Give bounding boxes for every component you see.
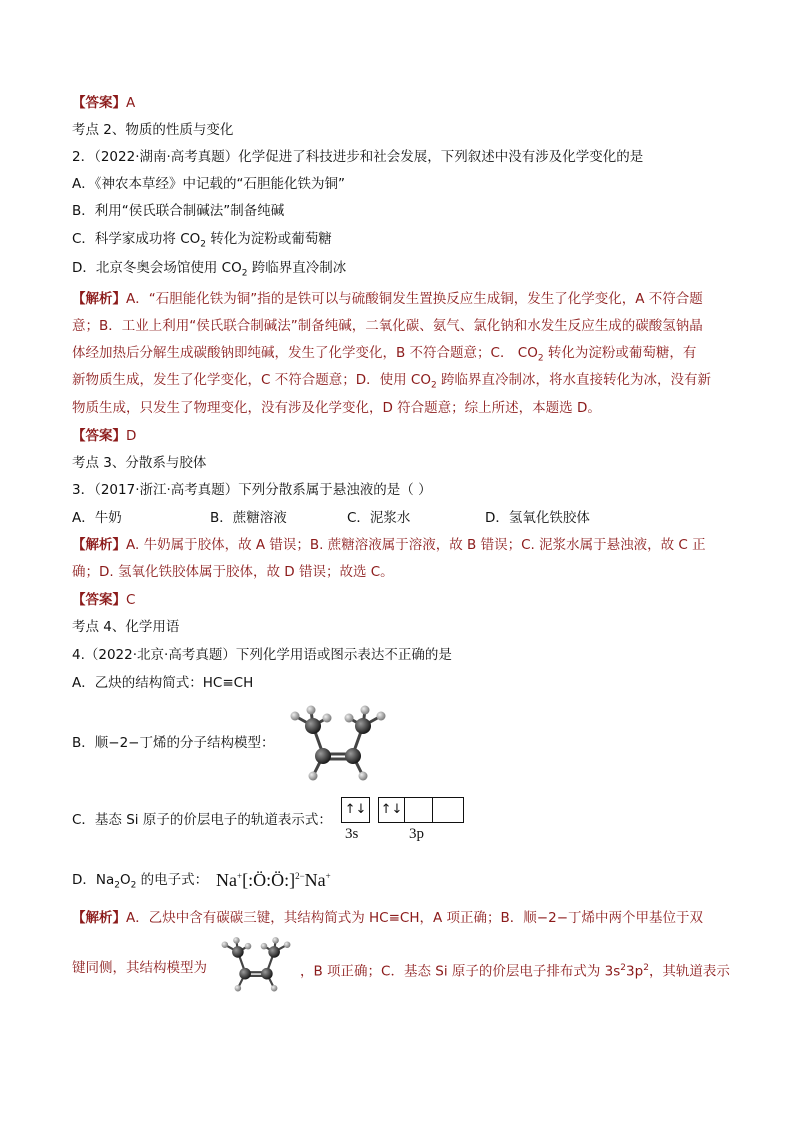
topic-heading-4: 考点 4、化学用语 <box>72 619 180 635</box>
orbital-cell: ↑↓ <box>379 798 405 822</box>
answer-tag: 【答案】 <box>72 428 126 444</box>
option-a-text: A．乙炔的结构简式： <box>72 675 203 691</box>
subscript: 2 <box>200 239 207 250</box>
option-c-text: C．科学家成功将 CO <box>72 231 201 247</box>
question-4-option-b: B．顺−2−丁烯的分子结构模型： <box>72 735 275 751</box>
na-symbol: Na <box>216 870 237 890</box>
peroxide-charge: 2− <box>295 871 305 881</box>
question-2-option-c <box>72 229 332 255</box>
orbital-box-3s <box>341 797 370 823</box>
analysis-tag: 【解析】 <box>72 910 126 926</box>
question-2-option-a: A．《神农本草经》中记载的“石胆能化铁为铜” <box>72 176 345 192</box>
question-4-option-a <box>72 673 253 693</box>
question-2-option-d <box>72 258 346 284</box>
formula-text: Na <box>95 872 115 888</box>
answer-tag: 【答案】 <box>72 592 126 608</box>
question-3-option-a: A．牛奶 <box>72 510 122 526</box>
analysis-text: 新物质生成，发生了化学变化，C 不符合题意；D．使用 CO <box>72 372 431 388</box>
analysis-text: 3p <box>626 963 644 980</box>
option-d-text-rest: 跨临界直冷制冰 <box>247 260 347 276</box>
subscript: 2 <box>130 880 137 891</box>
cis-2-butene-small-model-image <box>216 936 296 994</box>
subscript: 2 <box>537 353 544 364</box>
orbital-box-3p <box>378 797 464 823</box>
analysis-text: ，B 项正确；C．基态 Si 原子的价层电子排布式为 3s <box>300 963 621 980</box>
answer-value: A <box>126 95 136 111</box>
question-4-stem: 4.（2022·北京·高考真题）下列化学用语或图示表达不正确的是 <box>72 647 452 663</box>
na-charge: + <box>325 871 331 881</box>
analysis-text: 转化为淀粉或葡萄糖，有 <box>543 345 697 361</box>
question-2-stem: 2．（2022·湖南·高考真题）化学促进了科技进步和社会发展，下列叙述中没有涉及化学变化的是 <box>72 149 644 165</box>
topic-heading-2: 考点 2、物质的性质与变化 <box>72 122 234 138</box>
question-2-option-b: B．利用“侯氏联合制碱法”制备纯碱 <box>72 203 285 219</box>
analysis-4-line-1 <box>72 908 703 928</box>
sodium-peroxide-electron-formula <box>216 866 331 890</box>
acetylene-formula: HC≡CH <box>202 675 254 691</box>
orbital-label-3s: 3s <box>345 826 359 842</box>
na-charge: + <box>237 871 243 881</box>
question-3-option-b: B．蔗糖溶液 <box>210 510 287 526</box>
analysis-text: A. 牛奶属于胶体，故 A 错误；B. 蔗糖溶液属于溶液，故 B 错误；C. 泥浆水属于悬浊液，故 C 正 <box>126 537 706 553</box>
analysis-3-line-1 <box>72 535 706 555</box>
analysis-4-line-2-end <box>300 958 730 982</box>
question-4-option-c: C．基态 Si 原子的价层电子的轨道表示式： <box>72 812 332 828</box>
answer-tag: 【答案】 <box>72 95 126 111</box>
analysis-2-line-1 <box>72 289 703 309</box>
analysis-2-line-5: 物质生成，只发生了物理变化，没有涉及化学变化，D 符合题意；综上所述，本题选 D。 <box>72 400 601 416</box>
superscript: 2 <box>620 963 627 973</box>
analysis-text: A．“石胆能化铁为铜”指的是铁可以与硫酸铜发生置换反应生成铜，发生了化学变化，A 不符合题 <box>126 291 703 307</box>
acetylene-formula: HC≡CH <box>369 910 420 926</box>
answer-line-1 <box>72 93 135 113</box>
option-d-text: D． <box>72 872 96 888</box>
question-3-stem: 3．（2017·浙江·高考真题）下列分散系属于悬浊液的是（ ） <box>72 482 432 498</box>
analysis-2-line-3 <box>72 343 696 369</box>
orbital-cell <box>407 798 433 822</box>
analysis-text: 跨临界直冷制冰，将水直接转化为冰，没有新 <box>436 372 711 388</box>
analysis-2-line-4 <box>72 370 711 396</box>
subscript: 2 <box>430 380 437 391</box>
answer-value: C <box>126 592 136 608</box>
question-4-option-d <box>72 870 208 896</box>
cis-2-butene-model-image <box>283 704 393 784</box>
analysis-text: 体经加热后分解生成碳酸钠即纯碱，发生了化学变化，B 不符合题意；C． CO <box>72 345 538 361</box>
answer-value: D <box>126 428 137 444</box>
subscript: 2 <box>241 268 248 279</box>
na-symbol: Na <box>304 870 326 890</box>
option-d-text: 的电子式： <box>136 872 209 888</box>
option-c-text-rest: 转化为淀粉或葡萄糖 <box>206 231 332 247</box>
answer-line-2 <box>72 426 136 446</box>
orbital-cell: ↑↓ <box>344 802 367 817</box>
peroxide-ion: [:Ö:Ö:] <box>242 870 296 890</box>
option-d-text: D．北京冬奥会场馆使用 CO <box>72 260 242 276</box>
analysis-text: ，A 项正确；B．顺−2−丁烯中两个甲基位于双 <box>419 910 703 926</box>
orbital-cell <box>435 798 461 822</box>
formula-text: O <box>120 872 131 888</box>
analysis-4-line-2-start: 键同侧，其结构模型为 <box>72 960 207 976</box>
analysis-text: ，其轨道表示 <box>648 963 730 980</box>
analysis-tag: 【解析】 <box>72 537 126 553</box>
orbital-label-3p: 3p <box>409 826 424 842</box>
question-3-option-d: D．氢氧化铁胶体 <box>485 510 590 526</box>
question-3-option-c: C．泥浆水 <box>347 510 411 526</box>
answer-line-3 <box>72 590 135 610</box>
subscript: 2 <box>114 880 121 891</box>
analysis-text: A．乙炔中含有碳碳三键，其结构简式为 <box>126 910 370 926</box>
analysis-2-line-2: 意；B．工业上利用“侯氏联合制碱法”制备纯碱，二氧化碳、氨气、氯化钠和水发生反应生成的碳酸氢钠晶 <box>72 318 703 334</box>
superscript: 2 <box>643 963 649 973</box>
analysis-tag: 【解析】 <box>72 291 126 307</box>
analysis-3-line-2: 确；D. 氢氧化铁胶体属于胶体，故 D 错误；故选 C。 <box>72 564 394 580</box>
topic-heading-3: 考点 3、分散系与胶体 <box>72 455 207 471</box>
